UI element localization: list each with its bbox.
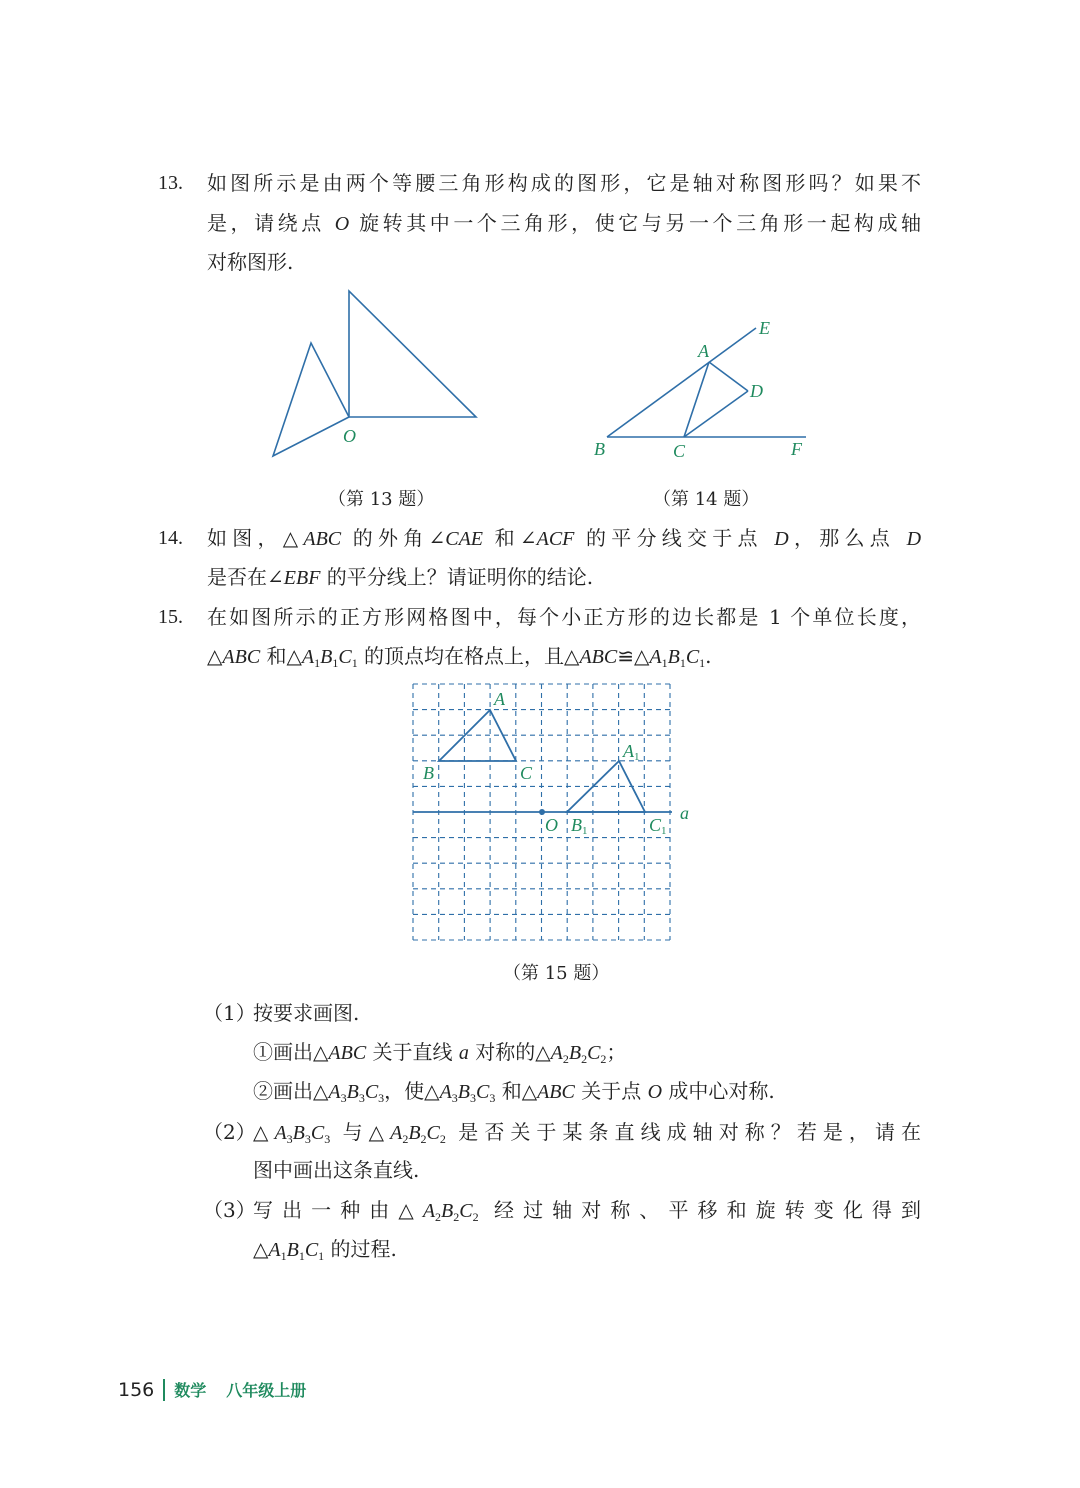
- part-3-line: 写出一种由$\triangle A_2B_2C_2$ 经过轴对称、平移和旋转变化得到: [253, 1198, 922, 1224]
- q13-line: 对称图形.: [207, 250, 294, 274]
- q14-line: 如图，△ABC 的外角∠CAE 和∠ACF 的平分线交于点 D，那么点 D: [207, 526, 922, 550]
- label-o: O: [343, 426, 356, 446]
- q15-line: △ABC 和$\triangle A_1B_1C_1$ 的顶点均在格点上，且$\triangle ABC≌\triangle A_1B_1C_1$.: [207, 644, 712, 670]
- part-1-sub2: ②画出$\triangle A_3B_3C_3$，使$\triangle A_3B_3C_3$ 和△ABC 关于点 O 成中心对称.: [253, 1079, 775, 1105]
- part-2-line: $\triangle A_3B_3C_3$ 与$\triangle A_2B_2C_2$ 是否关于某条直线成轴对称？若是，请在: [253, 1120, 921, 1146]
- q13-number: 13.: [158, 172, 183, 194]
- figure-14-caption: （第 14 题）: [653, 489, 760, 510]
- label-d: D: [750, 381, 763, 401]
- segment-ac: [684, 362, 709, 437]
- page-number: 156: [118, 1378, 155, 1401]
- q14-number: 14.: [158, 527, 183, 549]
- part-1-mark: （1）: [203, 1001, 256, 1025]
- q14-line: 是否在∠EBF 的平分线上？请证明你的结论.: [207, 565, 594, 589]
- q15-line: 在如图所示的正方形网格图中，每个小正方形的边长都是 1 个单位长度，: [207, 605, 921, 629]
- label-c1: C1: [649, 815, 667, 837]
- segment-cd: [684, 391, 748, 437]
- part-2-mark: （2）: [203, 1120, 256, 1144]
- subject: 数学: [174, 1381, 207, 1400]
- label-b: B: [594, 439, 605, 459]
- label-b1: B1: [571, 815, 588, 837]
- part-3-line: $\triangle A_1B_1C_1$ 的过程.: [253, 1237, 397, 1263]
- label-c: C: [673, 441, 686, 461]
- part-3-mark: （3）: [203, 1198, 256, 1222]
- ray-be: [607, 328, 756, 437]
- large-triangle: [349, 291, 476, 417]
- part-1-sub1: ①画出△ABC 关于直线 a 对称的$\triangle A_2B_2C_2$；: [253, 1040, 627, 1066]
- label-b: B: [423, 763, 434, 783]
- label-e: E: [759, 318, 770, 338]
- label-a: A: [494, 689, 505, 709]
- small-triangle: [273, 343, 349, 456]
- part-1-line: 按要求画图.: [253, 1001, 360, 1025]
- segment-ad: [709, 362, 748, 391]
- label-o: O: [545, 815, 558, 835]
- label-line-a: a: [680, 803, 689, 823]
- q15-number: 15.: [158, 606, 183, 628]
- page-footer: [118, 1378, 306, 1401]
- q13-line: 如图所示是由两个等腰三角形构成的图形，它是轴对称图形吗？如果不: [207, 171, 921, 195]
- q13-line: 是，请绕点 O 旋转其中一个三角形，使它与另一个三角形一起构成轴: [207, 211, 922, 235]
- label-a: A: [698, 341, 709, 361]
- part-2-line: 图中画出这条直线.: [253, 1158, 420, 1182]
- grade: 八年级上册: [226, 1381, 307, 1400]
- label-a1: A1: [623, 741, 640, 763]
- figure-13-caption: （第 13 题）: [328, 489, 435, 510]
- footer-divider: [163, 1379, 165, 1401]
- figure-15-caption: （第 15 题）: [503, 963, 610, 984]
- label-f: F: [791, 439, 802, 459]
- label-c: C: [520, 763, 533, 783]
